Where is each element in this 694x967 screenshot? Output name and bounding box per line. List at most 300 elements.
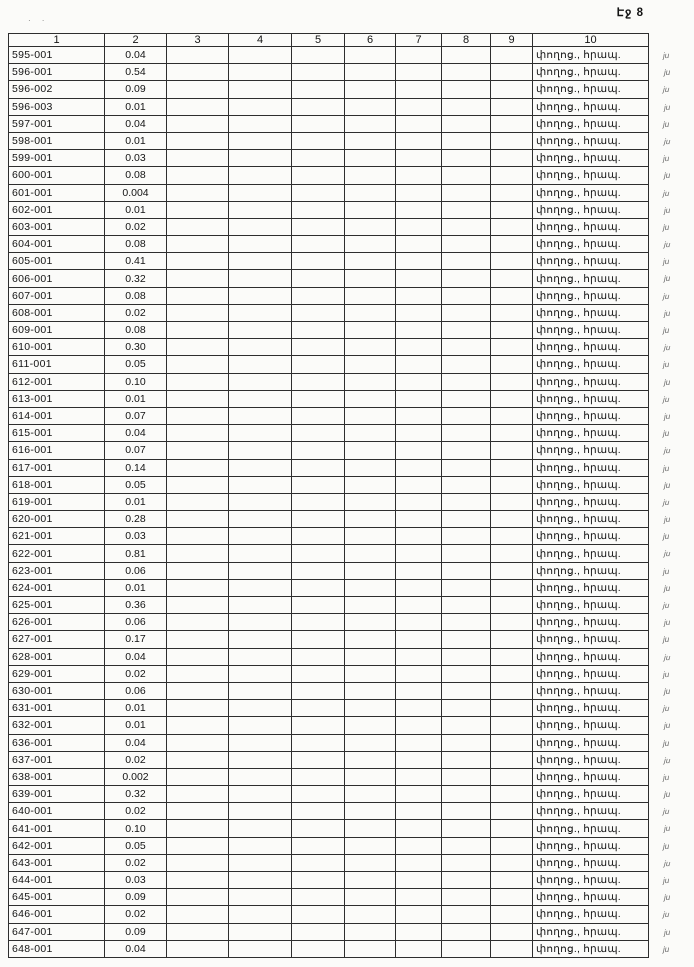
- cell-empty: [292, 287, 345, 304]
- cell-area-value: 0.06: [105, 614, 167, 631]
- cell-empty: [345, 253, 396, 270]
- cell-empty: [396, 459, 442, 476]
- cell-empty: [167, 81, 229, 98]
- cell-empty: [442, 132, 491, 149]
- cell-empty: [396, 322, 442, 339]
- cell-area-value: 0.06: [105, 562, 167, 579]
- cell-empty: [491, 322, 533, 339]
- cell-empty: [229, 614, 292, 631]
- cell-empty: [292, 906, 345, 923]
- cell-empty: [167, 820, 229, 837]
- cell-empty: [442, 184, 491, 201]
- cell-empty: [442, 115, 491, 132]
- cell-empty: [491, 236, 533, 253]
- cell-parcel-id: 638-001: [9, 768, 105, 785]
- cell-landuse-text: փողոց., հրապ.: [533, 734, 649, 751]
- cell-empty: [167, 768, 229, 785]
- cell-empty: [229, 373, 292, 390]
- cell-empty: [345, 854, 396, 871]
- cell-empty: [491, 47, 533, 64]
- cell-empty: [442, 322, 491, 339]
- cell-empty: [442, 270, 491, 287]
- cell-landuse-text: փողոց., հրապ.: [533, 837, 649, 854]
- cell-empty: [167, 64, 229, 81]
- cell-empty: [396, 47, 442, 64]
- table-row: [9, 167, 649, 184]
- cell-empty: [292, 820, 345, 837]
- cell-empty: [442, 837, 491, 854]
- cell-empty: [345, 81, 396, 98]
- cell-landuse-text: փողոց., հրապ.: [533, 253, 649, 270]
- cell-parcel-id: 610-001: [9, 339, 105, 356]
- cell-empty: [229, 184, 292, 201]
- table-row: [9, 442, 649, 459]
- cell-empty: [345, 236, 396, 253]
- cell-empty: [491, 270, 533, 287]
- table-row: [9, 304, 649, 321]
- cell-empty: [396, 511, 442, 528]
- cell-empty: [229, 98, 292, 115]
- cell-empty: [491, 751, 533, 768]
- cell-empty: [345, 820, 396, 837]
- cell-empty: [229, 545, 292, 562]
- cell-empty: [442, 786, 491, 803]
- table-row: [9, 115, 649, 132]
- cell-empty: [229, 425, 292, 442]
- cell-landuse-text: փողոց., հրապ.: [533, 682, 649, 699]
- cell-empty: [442, 545, 491, 562]
- cell-landuse-text: փողոց., հրապ.: [533, 820, 649, 837]
- cell-empty: [167, 648, 229, 665]
- cell-area-value: 0.08: [105, 287, 167, 304]
- margin-artifact-mark: ju: [663, 136, 671, 147]
- cell-parcel-id: 627-001: [9, 631, 105, 648]
- cell-empty: [442, 648, 491, 665]
- cell-area-value: 0.01: [105, 493, 167, 510]
- column-header-10: 10: [533, 34, 649, 47]
- cell-empty: [442, 923, 491, 940]
- cell-empty: [167, 373, 229, 390]
- table-row: [9, 150, 649, 167]
- cell-empty: [167, 734, 229, 751]
- cell-empty: [491, 425, 533, 442]
- cell-empty: [292, 201, 345, 218]
- cell-empty: [396, 751, 442, 768]
- cell-parcel-id: 606-001: [9, 270, 105, 287]
- cell-area-value: 0.06: [105, 682, 167, 699]
- cell-empty: [292, 493, 345, 510]
- cell-empty: [442, 803, 491, 820]
- column-header-4: 4: [229, 34, 292, 47]
- cell-empty: [442, 98, 491, 115]
- cell-empty: [442, 717, 491, 734]
- cell-empty: [167, 390, 229, 407]
- cell-empty: [396, 373, 442, 390]
- cell-area-value: 0.04: [105, 648, 167, 665]
- cell-empty: [491, 562, 533, 579]
- cell-landuse-text: փողոց., հրապ.: [533, 476, 649, 493]
- cell-empty: [396, 854, 442, 871]
- cell-empty: [396, 167, 442, 184]
- scan-artifact-dot: .: [42, 14, 45, 23]
- cell-area-value: 0.03: [105, 872, 167, 889]
- cell-landuse-text: փողոց., հրապ.: [533, 562, 649, 579]
- cell-parcel-id: 643-001: [9, 854, 105, 871]
- cell-empty: [491, 407, 533, 424]
- cell-empty: [491, 545, 533, 562]
- cell-landuse-text: փողոց., հրապ.: [533, 270, 649, 287]
- cell-empty: [491, 184, 533, 201]
- cell-empty: [396, 545, 442, 562]
- cell-parcel-id: 607-001: [9, 287, 105, 304]
- cell-empty: [345, 390, 396, 407]
- cell-empty: [345, 339, 396, 356]
- margin-artifact-mark: ju: [663, 239, 671, 250]
- cell-empty: [442, 614, 491, 631]
- margin-artifact-mark: ju: [664, 68, 671, 78]
- cell-empty: [491, 476, 533, 493]
- cell-empty: [442, 373, 491, 390]
- cell-parcel-id: 612-001: [9, 373, 105, 390]
- scan-artifact-dot: ·: [28, 16, 31, 25]
- cell-empty: [167, 98, 229, 115]
- table-row: [9, 734, 649, 751]
- cell-empty: [442, 459, 491, 476]
- cell-empty: [167, 597, 229, 614]
- table-row: [9, 631, 649, 648]
- cell-empty: [396, 132, 442, 149]
- cell-empty: [229, 872, 292, 889]
- cell-empty: [292, 339, 345, 356]
- cell-area-value: 0.32: [105, 270, 167, 287]
- cell-empty: [396, 390, 442, 407]
- cell-empty: [292, 236, 345, 253]
- cell-landuse-text: փողոց., հրապ.: [533, 545, 649, 562]
- cell-area-value: 0.02: [105, 218, 167, 235]
- cell-empty: [396, 700, 442, 717]
- cell-area-value: 0.02: [105, 854, 167, 871]
- cell-empty: [345, 287, 396, 304]
- cell-parcel-id: 636-001: [9, 734, 105, 751]
- cell-area-value: 0.10: [105, 820, 167, 837]
- cell-empty: [229, 717, 292, 734]
- cell-empty: [167, 115, 229, 132]
- table-row: [9, 201, 649, 218]
- cell-empty: [167, 940, 229, 957]
- cell-empty: [442, 700, 491, 717]
- cell-landuse-text: փողոց., հրապ.: [533, 768, 649, 785]
- cell-parcel-id: 602-001: [9, 201, 105, 218]
- cell-empty: [345, 889, 396, 906]
- cell-empty: [442, 768, 491, 785]
- cell-empty: [345, 837, 396, 854]
- cell-empty: [491, 786, 533, 803]
- cell-empty: [442, 407, 491, 424]
- cell-empty: [442, 562, 491, 579]
- cell-empty: [442, 356, 491, 373]
- cell-empty: [396, 98, 442, 115]
- cell-empty: [345, 64, 396, 81]
- margin-artifact-column: [663, 48, 669, 959]
- cell-empty: [167, 614, 229, 631]
- cell-empty: [491, 150, 533, 167]
- margin-artifact-mark: ju: [662, 600, 670, 611]
- cell-empty: [167, 923, 229, 940]
- cell-empty: [396, 476, 442, 493]
- cell-landuse-text: փողոց., հրապ.: [533, 356, 649, 373]
- margin-artifact-mark: ju: [662, 772, 670, 783]
- cell-landuse-text: փողոց., հրապ.: [533, 339, 649, 356]
- cell-empty: [491, 872, 533, 889]
- cell-empty: [442, 820, 491, 837]
- cell-empty: [396, 837, 442, 854]
- cell-empty: [167, 132, 229, 149]
- cell-empty: [396, 940, 442, 957]
- cell-empty: [491, 98, 533, 115]
- cell-area-value: 0.10: [105, 373, 167, 390]
- cell-empty: [292, 425, 345, 442]
- cell-empty: [292, 734, 345, 751]
- cell-landuse-text: փողոց., հրապ.: [533, 150, 649, 167]
- table-row: [9, 459, 649, 476]
- margin-artifact-mark: ju: [663, 738, 670, 748]
- cell-empty: [229, 322, 292, 339]
- cell-empty: [491, 339, 533, 356]
- column-header-3: 3: [167, 34, 229, 47]
- cell-empty: [345, 665, 396, 682]
- table-row: [9, 614, 649, 631]
- margin-artifact-mark: ju: [663, 858, 671, 869]
- cell-area-value: 0.36: [105, 597, 167, 614]
- cell-empty: [292, 597, 345, 614]
- column-header-1: 1: [9, 34, 105, 47]
- cell-empty: [229, 803, 292, 820]
- cell-area-value: 0.004: [105, 184, 167, 201]
- cell-empty: [345, 768, 396, 785]
- cell-empty: [167, 459, 229, 476]
- cell-landuse-text: փողոց., հրապ.: [533, 631, 649, 648]
- margin-artifact-mark: ju: [662, 291, 670, 301]
- cell-empty: [345, 682, 396, 699]
- cell-parcel-id: 615-001: [9, 425, 105, 442]
- margin-artifact-mark: ju: [664, 893, 671, 903]
- cell-parcel-id: 616-001: [9, 442, 105, 459]
- cell-empty: [345, 115, 396, 132]
- cell-empty: [229, 132, 292, 149]
- cell-empty: [292, 115, 345, 132]
- cell-area-value: 0.02: [105, 751, 167, 768]
- cell-parcel-id: 596-003: [9, 98, 105, 115]
- margin-artifact-mark: ju: [664, 274, 671, 284]
- margin-artifact-mark: ju: [664, 790, 671, 800]
- cell-parcel-id: 604-001: [9, 236, 105, 253]
- margin-artifact-mark: ju: [664, 171, 671, 181]
- cell-empty: [345, 648, 396, 665]
- table-row: [9, 528, 649, 545]
- cell-empty: [167, 236, 229, 253]
- cell-area-value: 0.02: [105, 906, 167, 923]
- margin-artifact-mark: ju: [662, 50, 670, 61]
- cell-empty: [167, 253, 229, 270]
- cell-empty: [396, 64, 442, 81]
- cell-parcel-id: 597-001: [9, 115, 105, 132]
- cell-empty: [442, 682, 491, 699]
- page-number-label: Էջ 8: [616, 7, 644, 19]
- table-row: [9, 373, 649, 390]
- cell-empty: [491, 442, 533, 459]
- cell-empty: [229, 115, 292, 132]
- cell-empty: [167, 184, 229, 201]
- cell-empty: [292, 889, 345, 906]
- cell-empty: [345, 132, 396, 149]
- cell-empty: [167, 47, 229, 64]
- cell-parcel-id: 637-001: [9, 751, 105, 768]
- column-header-7: 7: [396, 34, 442, 47]
- cell-area-value: 0.03: [105, 528, 167, 545]
- cell-empty: [292, 786, 345, 803]
- cell-empty: [292, 682, 345, 699]
- cell-empty: [167, 425, 229, 442]
- cell-empty: [167, 631, 229, 648]
- cell-empty: [491, 665, 533, 682]
- cell-empty: [491, 923, 533, 940]
- cell-empty: [491, 889, 533, 906]
- cell-empty: [229, 786, 292, 803]
- cell-landuse-text: փողոց., հրապ.: [533, 665, 649, 682]
- margin-artifact-mark: ju: [663, 222, 670, 232]
- cell-landuse-text: փողոց., հրապ.: [533, 493, 649, 510]
- cell-empty: [292, 803, 345, 820]
- cell-empty: [396, 923, 442, 940]
- margin-artifact-mark: ju: [662, 669, 670, 679]
- cell-area-value: 0.02: [105, 803, 167, 820]
- cell-empty: [345, 872, 396, 889]
- cell-empty: [167, 167, 229, 184]
- cell-landuse-text: փողոց., հրապ.: [533, 201, 649, 218]
- margin-artifact-mark: ju: [663, 532, 670, 542]
- cell-empty: [292, 665, 345, 682]
- cell-empty: [396, 786, 442, 803]
- cell-empty: [345, 304, 396, 321]
- cell-empty: [396, 339, 442, 356]
- cell-empty: [229, 579, 292, 596]
- cell-area-value: 0.03: [105, 150, 167, 167]
- cell-parcel-id: 595-001: [9, 47, 105, 64]
- cell-empty: [491, 648, 533, 665]
- cell-empty: [442, 579, 491, 596]
- margin-artifact-mark: ju: [662, 188, 670, 198]
- cell-empty: [345, 98, 396, 115]
- cell-empty: [491, 906, 533, 923]
- cell-empty: [442, 287, 491, 304]
- cell-parcel-id: 623-001: [9, 562, 105, 579]
- cell-empty: [396, 682, 442, 699]
- cell-empty: [292, 270, 345, 287]
- cell-empty: [442, 236, 491, 253]
- cell-area-value: 0.08: [105, 322, 167, 339]
- table-row: [9, 476, 649, 493]
- cell-area-value: 0.01: [105, 201, 167, 218]
- cell-empty: [229, 493, 292, 510]
- cell-area-value: 0.17: [105, 631, 167, 648]
- cell-empty: [396, 81, 442, 98]
- cell-empty: [491, 115, 533, 132]
- margin-artifact-mark: ju: [662, 463, 670, 473]
- table-row: [9, 872, 649, 889]
- cell-empty: [229, 150, 292, 167]
- cell-empty: [229, 648, 292, 665]
- cell-empty: [345, 717, 396, 734]
- cell-empty: [491, 768, 533, 785]
- cell-area-value: 0.09: [105, 923, 167, 940]
- cell-empty: [396, 425, 442, 442]
- cell-landuse-text: փողոց., հրապ.: [533, 167, 649, 184]
- cell-parcel-id: 624-001: [9, 579, 105, 596]
- cell-empty: [292, 390, 345, 407]
- margin-artifact-mark: ju: [663, 635, 670, 645]
- cell-empty: [442, 218, 491, 235]
- margin-artifact-mark: ju: [663, 343, 671, 353]
- cell-empty: [491, 201, 533, 218]
- cell-empty: [442, 425, 491, 442]
- cell-empty: [396, 253, 442, 270]
- cell-empty: [167, 700, 229, 717]
- cell-parcel-id: 620-001: [9, 511, 105, 528]
- cell-empty: [442, 64, 491, 81]
- cell-empty: [396, 906, 442, 923]
- data-table: [8, 33, 649, 958]
- cell-empty: [345, 631, 396, 648]
- cell-landuse-text: փողոց., հրապ.: [533, 442, 649, 459]
- cell-empty: [396, 631, 442, 648]
- cell-empty: [292, 528, 345, 545]
- cell-empty: [442, 665, 491, 682]
- cell-empty: [292, 717, 345, 734]
- cell-empty: [345, 700, 396, 717]
- cell-empty: [292, 407, 345, 424]
- cell-parcel-id: 629-001: [9, 665, 105, 682]
- table-row: [9, 579, 649, 596]
- cell-empty: [396, 820, 442, 837]
- cell-empty: [229, 339, 292, 356]
- cell-landuse-text: փողոց., հրապ.: [533, 854, 649, 871]
- cell-empty: [229, 64, 292, 81]
- cell-empty: [491, 218, 533, 235]
- cell-empty: [292, 648, 345, 665]
- cell-empty: [491, 304, 533, 321]
- cell-empty: [396, 768, 442, 785]
- cell-empty: [345, 579, 396, 596]
- table-row: [9, 270, 649, 287]
- table-row: [9, 940, 649, 957]
- cell-landuse-text: փողոց., հրապ.: [533, 407, 649, 424]
- table-row: [9, 322, 649, 339]
- cell-area-value: 0.01: [105, 717, 167, 734]
- table-row: [9, 682, 649, 699]
- table-row: [9, 545, 649, 562]
- cell-empty: [491, 459, 533, 476]
- cell-empty: [396, 597, 442, 614]
- margin-artifact-mark: ju: [662, 875, 670, 886]
- margin-artifact-mark: ju: [663, 721, 671, 731]
- cell-empty: [229, 390, 292, 407]
- cell-area-value: 0.02: [105, 665, 167, 682]
- cell-parcel-id: 640-001: [9, 803, 105, 820]
- table-row: [9, 236, 649, 253]
- cell-empty: [491, 64, 533, 81]
- cell-empty: [229, 597, 292, 614]
- cell-landuse-text: փողոց., հրապ.: [533, 425, 649, 442]
